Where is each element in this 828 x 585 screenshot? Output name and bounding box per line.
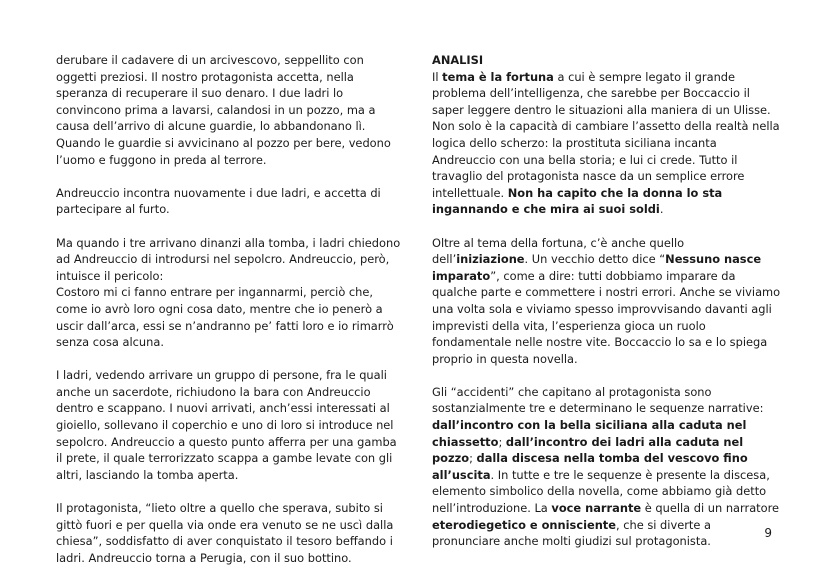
paragraph: Il protagonista, “lieto oltre a quello che sperava, subito si gittò fuori e per quella via onde era venuto se ne uscì dalla chiesa”, soddisfatto di aver conquistato il tesoro beffando i ladri. Andreuccio torna a Perugia, con il suo bottino. (56, 501, 394, 565)
bold-text: iniziazione (456, 252, 525, 267)
section-heading: ANALISI (432, 53, 484, 67)
left-column (56, 52, 401, 583)
text: Oltre al tema della fortuna, c’è anche quello dell’ (432, 235, 685, 267)
bold-text: eterodiegetico e onnisciente (432, 517, 616, 532)
bold-text: Non ha capito che la donna lo sta ingannando e che mira ai suoi soldi (432, 185, 723, 217)
right-column (432, 52, 782, 566)
text: Gli “accidenti” che capitano al protagonista sono sostanzialmente tre e determinano le sequenze narrative: (432, 384, 764, 416)
text: . (659, 202, 664, 217)
text: ; (498, 434, 506, 449)
text: , che si diverte a pronunciare anche molti giudizi sul protagonista. (432, 517, 711, 549)
analysis-paragraph-2 (432, 235, 782, 368)
text: ”, come a dire: tutti dobbiamo imparare da qualche parte e commettere i nostri errori. Anche se viviamo una volta sola e viviamo spesso improvvisando davanti agli imprevisti della vita, l’esperienza gioca un ruolo fondamentale nelle nostre vite. Boccaccio lo sa e lo spiega proprio in questa novella. (432, 268, 781, 366)
paragraph (56, 235, 401, 285)
text: ; (469, 451, 477, 466)
bold-text: voce narrante (551, 501, 642, 516)
paragraph: derubare il cadavere di un arcivescovo, seppellito con oggetti preziosi. Il nostro protagonista accetta, nella speranza di recuperare il suo denaro. I due ladri lo convincono prima a lavarsi, calandosi in un pozzo, ma a causa dell’arrivo di alcune guardie, lo abbandonano lì. Quando le guardie si avvicinano al pozzo per bere, vedono l’uomo e fuggono in preda al terrore. (56, 53, 391, 167)
bold-text: dall’incontro con la bella siciliana alla caduta nel chiassetto (432, 418, 747, 449)
text: è quella di un narratore (641, 501, 780, 516)
paragraph-text: Ma quando i tre arrivano dinanzi alla tomba, i ladri chiedono ad Andreuccio di introdursi nel sepolcro. Andreuccio, però, intuisce il pericolo: (56, 235, 401, 283)
bold-text: tema è la fortuna (442, 69, 554, 84)
text: a cui è sempre legato il grande problema dell’intelligenza, che sarebbe per Boccaccio il saper leggere dentro le situazioni alla maniera di un Ulisse. Non solo è la capacità di cambiare l’assetto della realtà nella logica dello scherzo: la prostituta siciliana incanta Andreuccio con una bella storia; e lui ci crede. Tutto il travaglio del protagonista nasce da un semplice errore intellettuale. (432, 69, 780, 200)
page-number: 9 (764, 526, 772, 540)
text: . In tutte e tre le sequenze è presente la discesa, elemento simbolico della novella, come abbiamo già detto nell’introduzione. La (432, 467, 770, 516)
text: Il (432, 69, 443, 84)
bold-text: Nessuno nasce imparato (432, 252, 762, 283)
paragraph: Andreuccio incontra nuovamente i due ladri, e accetta di partecipare al furto. (56, 185, 381, 217)
bold-text: dall’incontro dei ladri alla caduta nel pozzo (432, 434, 744, 466)
paragraph: I ladri, vedendo arrivare un gruppo di persone, fra le quali anche un sacerdote, richiudono la bara con Andreuccio dentro e scappano. I nuovi arrivati, anch’essi interessati al gioiello, sollevano il coperchio e uno di loro si introduce nel sepolcro. Andreuccio a questo punto afferra per una gamba il prete, il quale terrorizzato scappa a gambe levate con gli altri, lasciando la tomba aperta. (56, 368, 397, 482)
bold-text: dalla discesa nella tomba del vescovo fino all’uscita (432, 451, 748, 482)
analysis-paragraph-1 (432, 69, 782, 218)
text: . Un vecchio detto dice “ (524, 252, 666, 267)
quotation: Costoro mi ci fanno entrare per ingannarmi, perciò che, come io avrò loro ogni cosa dato, mentre che io penerò a uscir dall’arca, essi se n’andranno pe’ fatti loro e io rimarrò senza cosa alcuna. (56, 285, 394, 350)
analysis-paragraph-3 (432, 384, 782, 550)
